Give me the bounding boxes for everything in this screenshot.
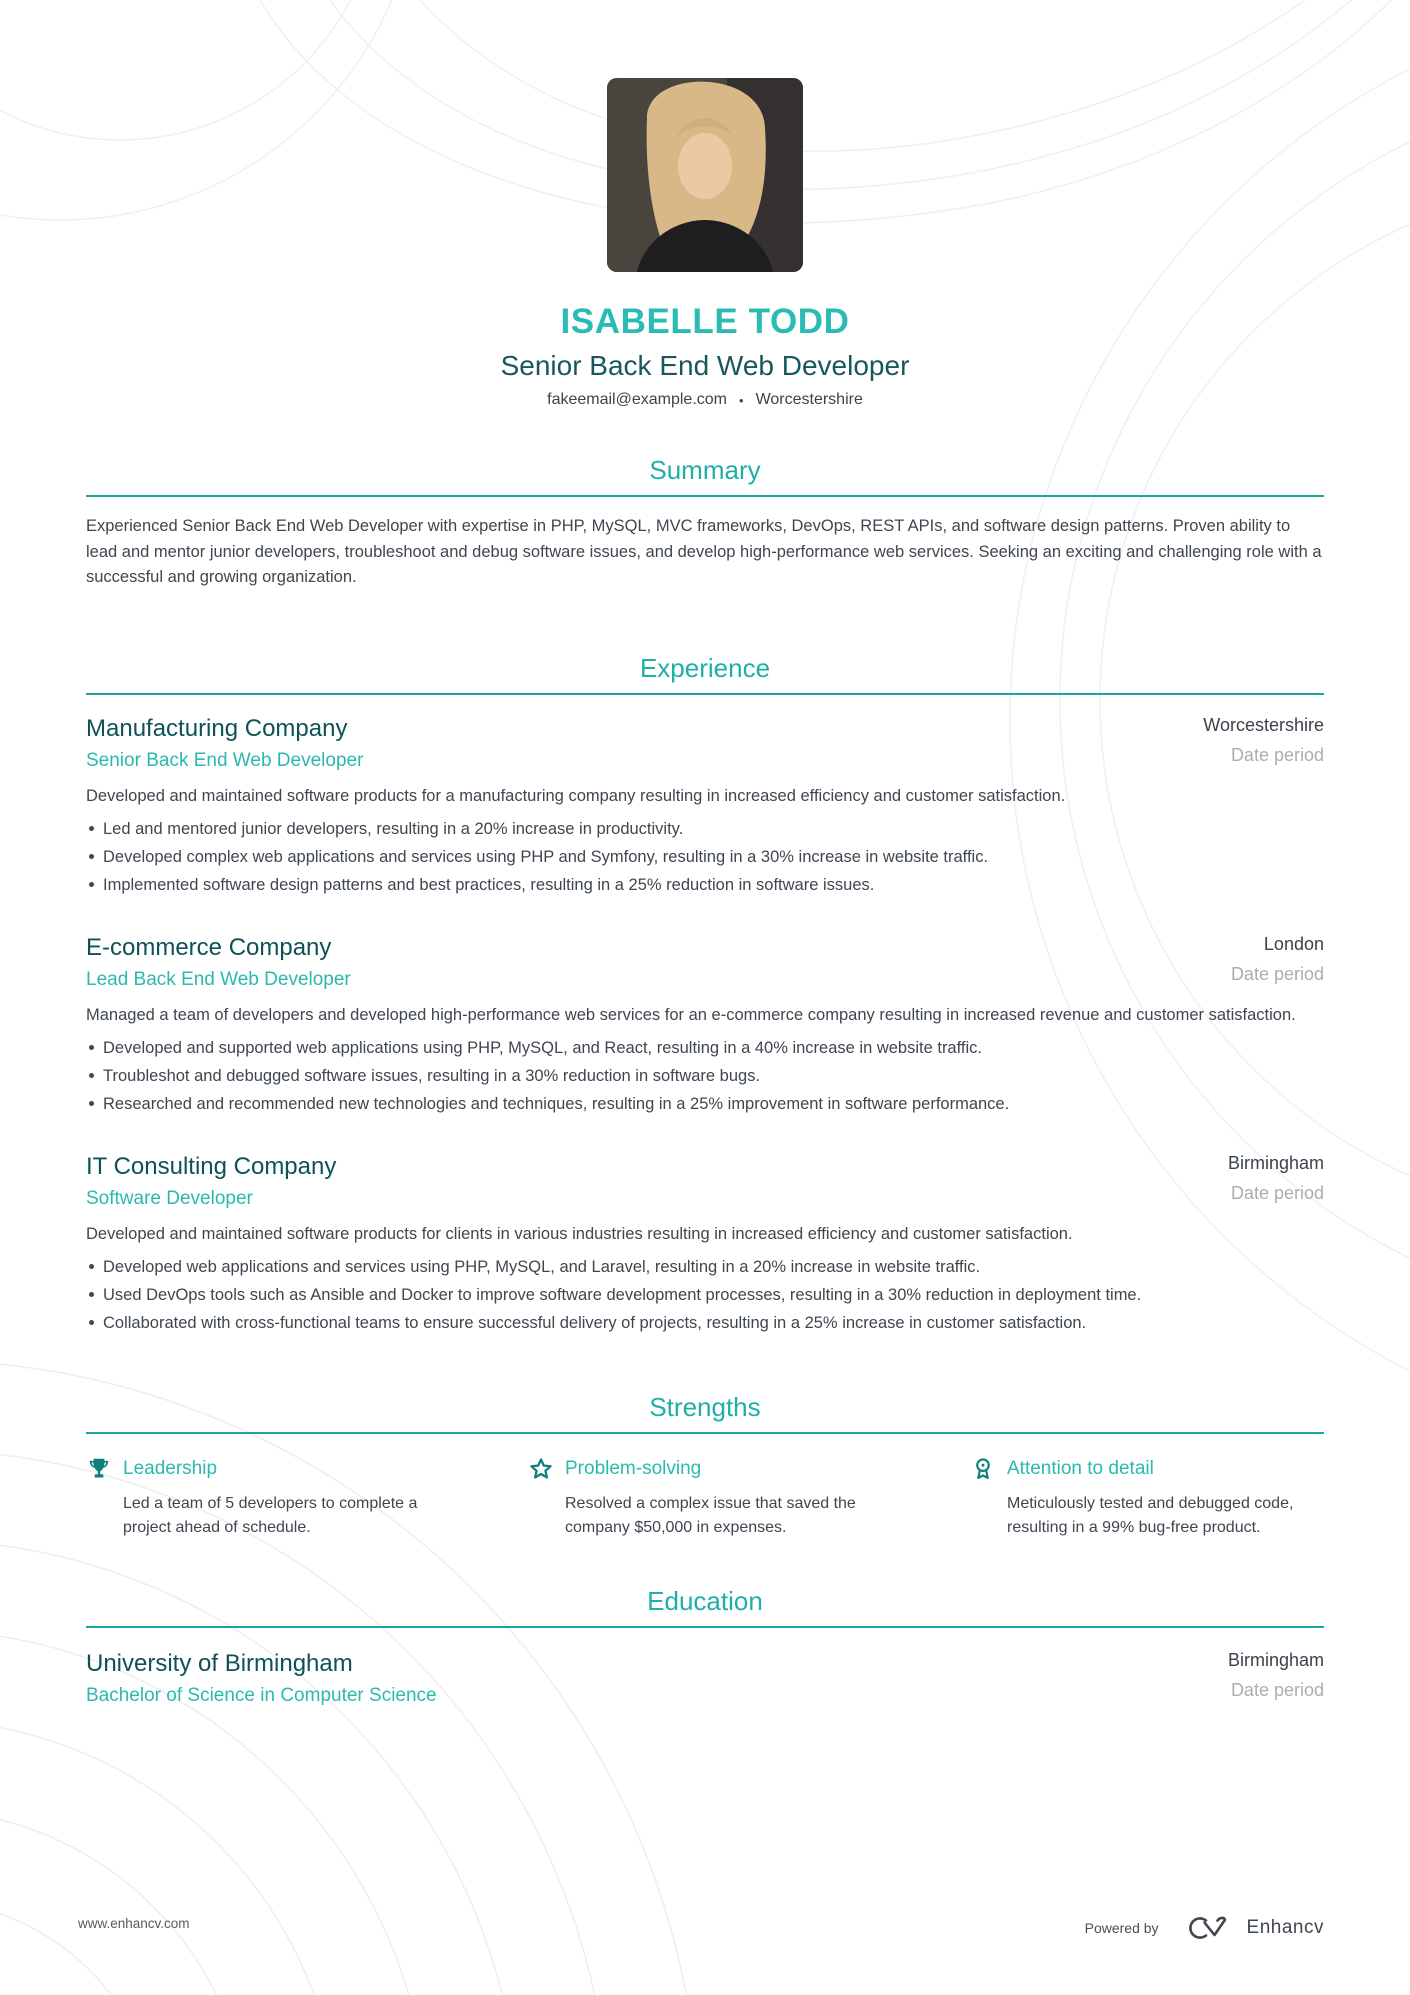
job-role: Senior Back End Web Developer	[86, 749, 364, 771]
job-entry	[86, 934, 1324, 1117]
job-description: Developed and maintained software products for a manufacturing company resulting in increased efficiency and customer satisfaction.	[86, 786, 1066, 805]
job-company: IT Consulting Company	[86, 1152, 337, 1180]
summary-heading: Summary	[649, 455, 761, 485]
summary-text: Experienced Senior Back End Web Developer with expertise in PHP, MySQL, MVC frameworks, DevOps, REST APIs, and software design patterns. Proven ability to lead and mentor junior developers, troubleshoot and debug software issues, and develop high-performance web services. Seeking an exciting and challenging role with a successful and growing organization.	[86, 517, 1322, 587]
footer-url[interactable]: www.enhancv.com	[78, 1916, 190, 1931]
job-location: Worcestershire	[1203, 714, 1324, 735]
job-description: Managed a team of developers and developed high-performance web services for an e-commerce company resulting in increased revenue and customer satisfaction.	[86, 1005, 1296, 1024]
enhancv-logo-icon	[1177, 1915, 1229, 1941]
experience-divider	[86, 693, 1324, 695]
job-period: Date period	[1230, 744, 1324, 765]
trophy-icon	[86, 1456, 112, 1482]
location-text: Worcestershire	[755, 391, 863, 408]
education-divider	[86, 1626, 1324, 1628]
job-bullet: Led and mentored junior developers, resulting in a 20% increase in productivity.	[86, 817, 1324, 842]
job-location: London	[1263, 933, 1324, 954]
experience-heading: Experience	[639, 652, 771, 683]
summary-divider	[86, 495, 1324, 497]
job-description: Developed and maintained software products for clients in various industries resulting in increased efficiency and customer satisfaction.	[86, 1224, 1073, 1243]
strength-item	[970, 1456, 1324, 1540]
education-location: Birmingham	[1227, 1649, 1324, 1670]
job-company: Manufacturing Company	[86, 714, 348, 742]
job-bullet: Developed and supported web applications using PHP, MySQL, and React, resulting in a 40% increase in website traffic.	[86, 1036, 1324, 1061]
job-bullet-list	[86, 817, 1324, 897]
education-period: Date period	[1230, 1679, 1324, 1700]
email-text[interactable]: fakeemail@example.com	[547, 391, 727, 408]
resume-header	[0, 0, 1410, 409]
candidate-name: ISABELLE TODD	[560, 302, 850, 341]
strengths-divider	[86, 1432, 1324, 1434]
job-period: Date period	[1230, 1182, 1324, 1203]
candidate-title: Senior Back End Web Developer	[500, 350, 910, 381]
strength-title: Leadership	[123, 1457, 218, 1479]
star-icon	[528, 1456, 554, 1482]
strength-title: Problem-solving	[565, 1457, 702, 1479]
job-bullet-list	[86, 1255, 1324, 1335]
job-location: Birmingham	[1227, 1152, 1324, 1173]
job-bullet: Developed web applications and services using PHP, MySQL, and Laravel, resulting in a 20% increase in website traffic.	[86, 1255, 1324, 1280]
strength-text: Resolved a complex issue that saved the company $50,000 in expenses.	[565, 1494, 856, 1536]
job-bullet: Developed complex web applications and services using PHP and Symfony, resulting in a 30% increase in website traffic.	[86, 845, 1324, 870]
strength-item	[86, 1456, 440, 1540]
strength-title: Attention to detail	[1007, 1457, 1154, 1479]
job-bullet: Collaborated with cross-functional teams to ensure successful delivery of projects, resulting in a 25% increase in customer satisfaction.	[86, 1311, 1324, 1336]
job-bullet: Implemented software design patterns and best practices, resulting in a 25% reduction in software issues.	[86, 873, 1324, 898]
strengths-heading: Strengths	[649, 1391, 761, 1422]
experience-section	[86, 653, 1324, 1336]
job-entry	[86, 715, 1324, 898]
strength-text: Meticulously tested and debugged code, resulting in a 99% bug-free product.	[1007, 1494, 1294, 1536]
job-entry	[86, 1153, 1324, 1336]
job-role: Lead Back End Web Developer	[86, 968, 351, 990]
portrait-placeholder	[607, 78, 803, 272]
enhancv-wordmark: Enhancv	[1246, 1917, 1324, 1938]
powered-by-label: Powered by	[1084, 1920, 1159, 1936]
job-role: Software Developer	[86, 1187, 253, 1209]
education-school: University of Birmingham	[86, 1649, 353, 1677]
medal-icon	[970, 1456, 996, 1482]
job-bullet: Used DevOps tools such as Ansible and Docker to improve software development processes, resulting in a 30% reduction in deployment time.	[86, 1283, 1324, 1308]
job-bullet: Troubleshot and debugged software issues, resulting in a 30% reduction in software bugs.	[86, 1064, 1324, 1089]
education-heading: Education	[647, 1585, 763, 1616]
summary-section	[86, 455, 1324, 591]
job-bullet-list	[86, 1036, 1324, 1116]
education-entry	[86, 1650, 1324, 1707]
job-company: E-commerce Company	[86, 933, 332, 961]
strength-item	[528, 1456, 882, 1540]
profile-photo	[607, 78, 803, 272]
education-section	[86, 1586, 1324, 1707]
job-bullet: Researched and recommended new technologies and techniques, resulting in a 25% improvement in software performance.	[86, 1092, 1324, 1117]
strength-text: Led a team of 5 developers to complete a project ahead of schedule.	[123, 1494, 418, 1536]
education-degree: Bachelor of Science in Computer Science	[86, 1684, 437, 1706]
job-period: Date period	[1230, 963, 1324, 984]
contact-line	[0, 391, 1410, 409]
contact-separator-dot: •	[739, 392, 744, 408]
strengths-section	[86, 1392, 1324, 1540]
footer-brand[interactable]	[1085, 1915, 1324, 1941]
